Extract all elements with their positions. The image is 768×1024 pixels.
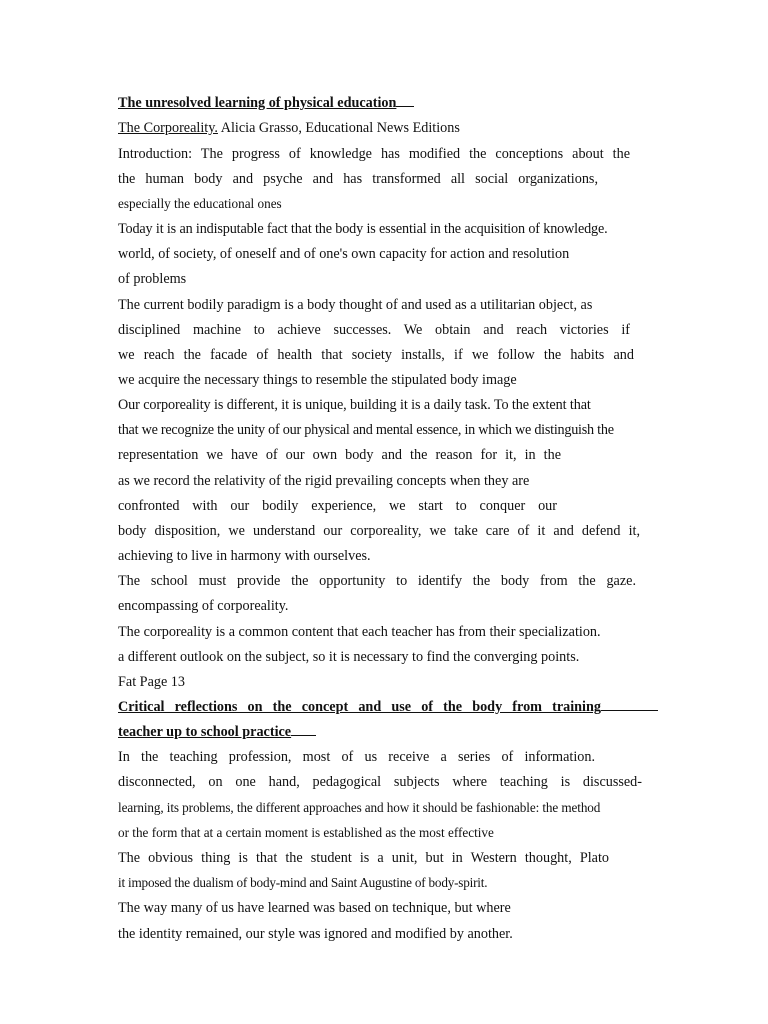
body-line: disciplined machine to achieve successes. We obtain and reach victories if — [118, 322, 630, 338]
page-reference: Fat Page 13 — [118, 674, 185, 690]
body-line: learning, its problems, the different approaches and how it should be fashionable: the method — [118, 800, 601, 815]
body-line: the human body and psyche and has transformed all social organizations, — [118, 171, 598, 187]
body-line: representation we have of our own body and the reason for it, in the — [118, 447, 561, 463]
document-title — [118, 94, 414, 112]
body-line: a different outlook on the subject, so it is necessary to find the converging points. — [118, 649, 580, 665]
body-line: Our corporeality is different, it is unique, building it is a daily task. To the extent that — [118, 397, 591, 413]
heading-underline-tail — [601, 698, 658, 716]
body-line: body disposition, we understand our corporeality, we take care of it and defend it, — [118, 523, 640, 539]
title-underline-tail — [396, 106, 414, 107]
body-line: as we record the relativity of the rigid prevailing concepts when they are — [118, 473, 530, 489]
body-line: Today it is an indisputable fact that the body is essential in the acquisition of knowledge. — [118, 221, 608, 237]
body-line: the identity remained, our style was ignored and modified by another. — [118, 926, 513, 942]
body-line: The corporeality is a common content that each teacher has from their specialization. — [118, 624, 601, 640]
title-text: The unresolved learning of physical education — [118, 95, 397, 111]
body-line: world, of society, of oneself and of one's own capacity for action and resolution — [118, 246, 570, 262]
section-heading-text-1: Critical reflections on the concept and use of the body from training — [118, 699, 601, 715]
body-line: disconnected, on one hand, pedagogical subjects where teaching is discussed- — [118, 774, 642, 790]
heading2-underline-tail — [291, 735, 316, 736]
body-line: The way many of us have learned was based on technique, but where — [118, 900, 511, 916]
subtitle-rest: Alicia Grasso, Educational News Editions — [217, 120, 460, 136]
section-heading-text-2: teacher up to school practice — [118, 724, 292, 740]
body-line: of problems — [118, 271, 187, 287]
body-line: The school must provide the opportunity to identify the body from the gaze. — [118, 573, 636, 589]
body-line: Introduction: The progress of knowledge has modified the conceptions about the — [118, 146, 630, 162]
body-line: encompassing of corporeality. — [118, 598, 289, 614]
body-line: we reach the facade of health that society installs, if we follow the habits and — [118, 347, 634, 363]
subtitle-underlined: The Corporeality. — [118, 120, 218, 136]
document-subtitle — [118, 119, 460, 137]
body-line: or the form that at a certain moment is established as the most effective — [118, 825, 494, 840]
body-line: it imposed the dualism of body-mind and Saint Augustine of body-spirit. — [118, 875, 488, 890]
body-line: especially the educational ones — [118, 196, 282, 211]
body-line: achieving to live in harmony with ourselves. — [118, 548, 371, 564]
section-heading-line-2 — [118, 723, 316, 741]
section-heading-line-1 — [118, 698, 601, 716]
body-line: we acquire the necessary things to resemble the stipulated body image — [118, 372, 517, 388]
body-line: confronted with our bodily experience, we start to conquer our — [118, 498, 557, 514]
body-line: In the teaching profession, most of us receive a series of information. — [118, 749, 595, 765]
body-line: The current bodily paradigm is a body thought of and used as a utilitarian object, as — [118, 297, 593, 313]
body-line: that we recognize the unity of our physical and mental essence, in which we distinguish the — [118, 422, 614, 438]
body-line: The obvious thing is that the student is a unit, but in Western thought, Plato — [118, 850, 609, 866]
